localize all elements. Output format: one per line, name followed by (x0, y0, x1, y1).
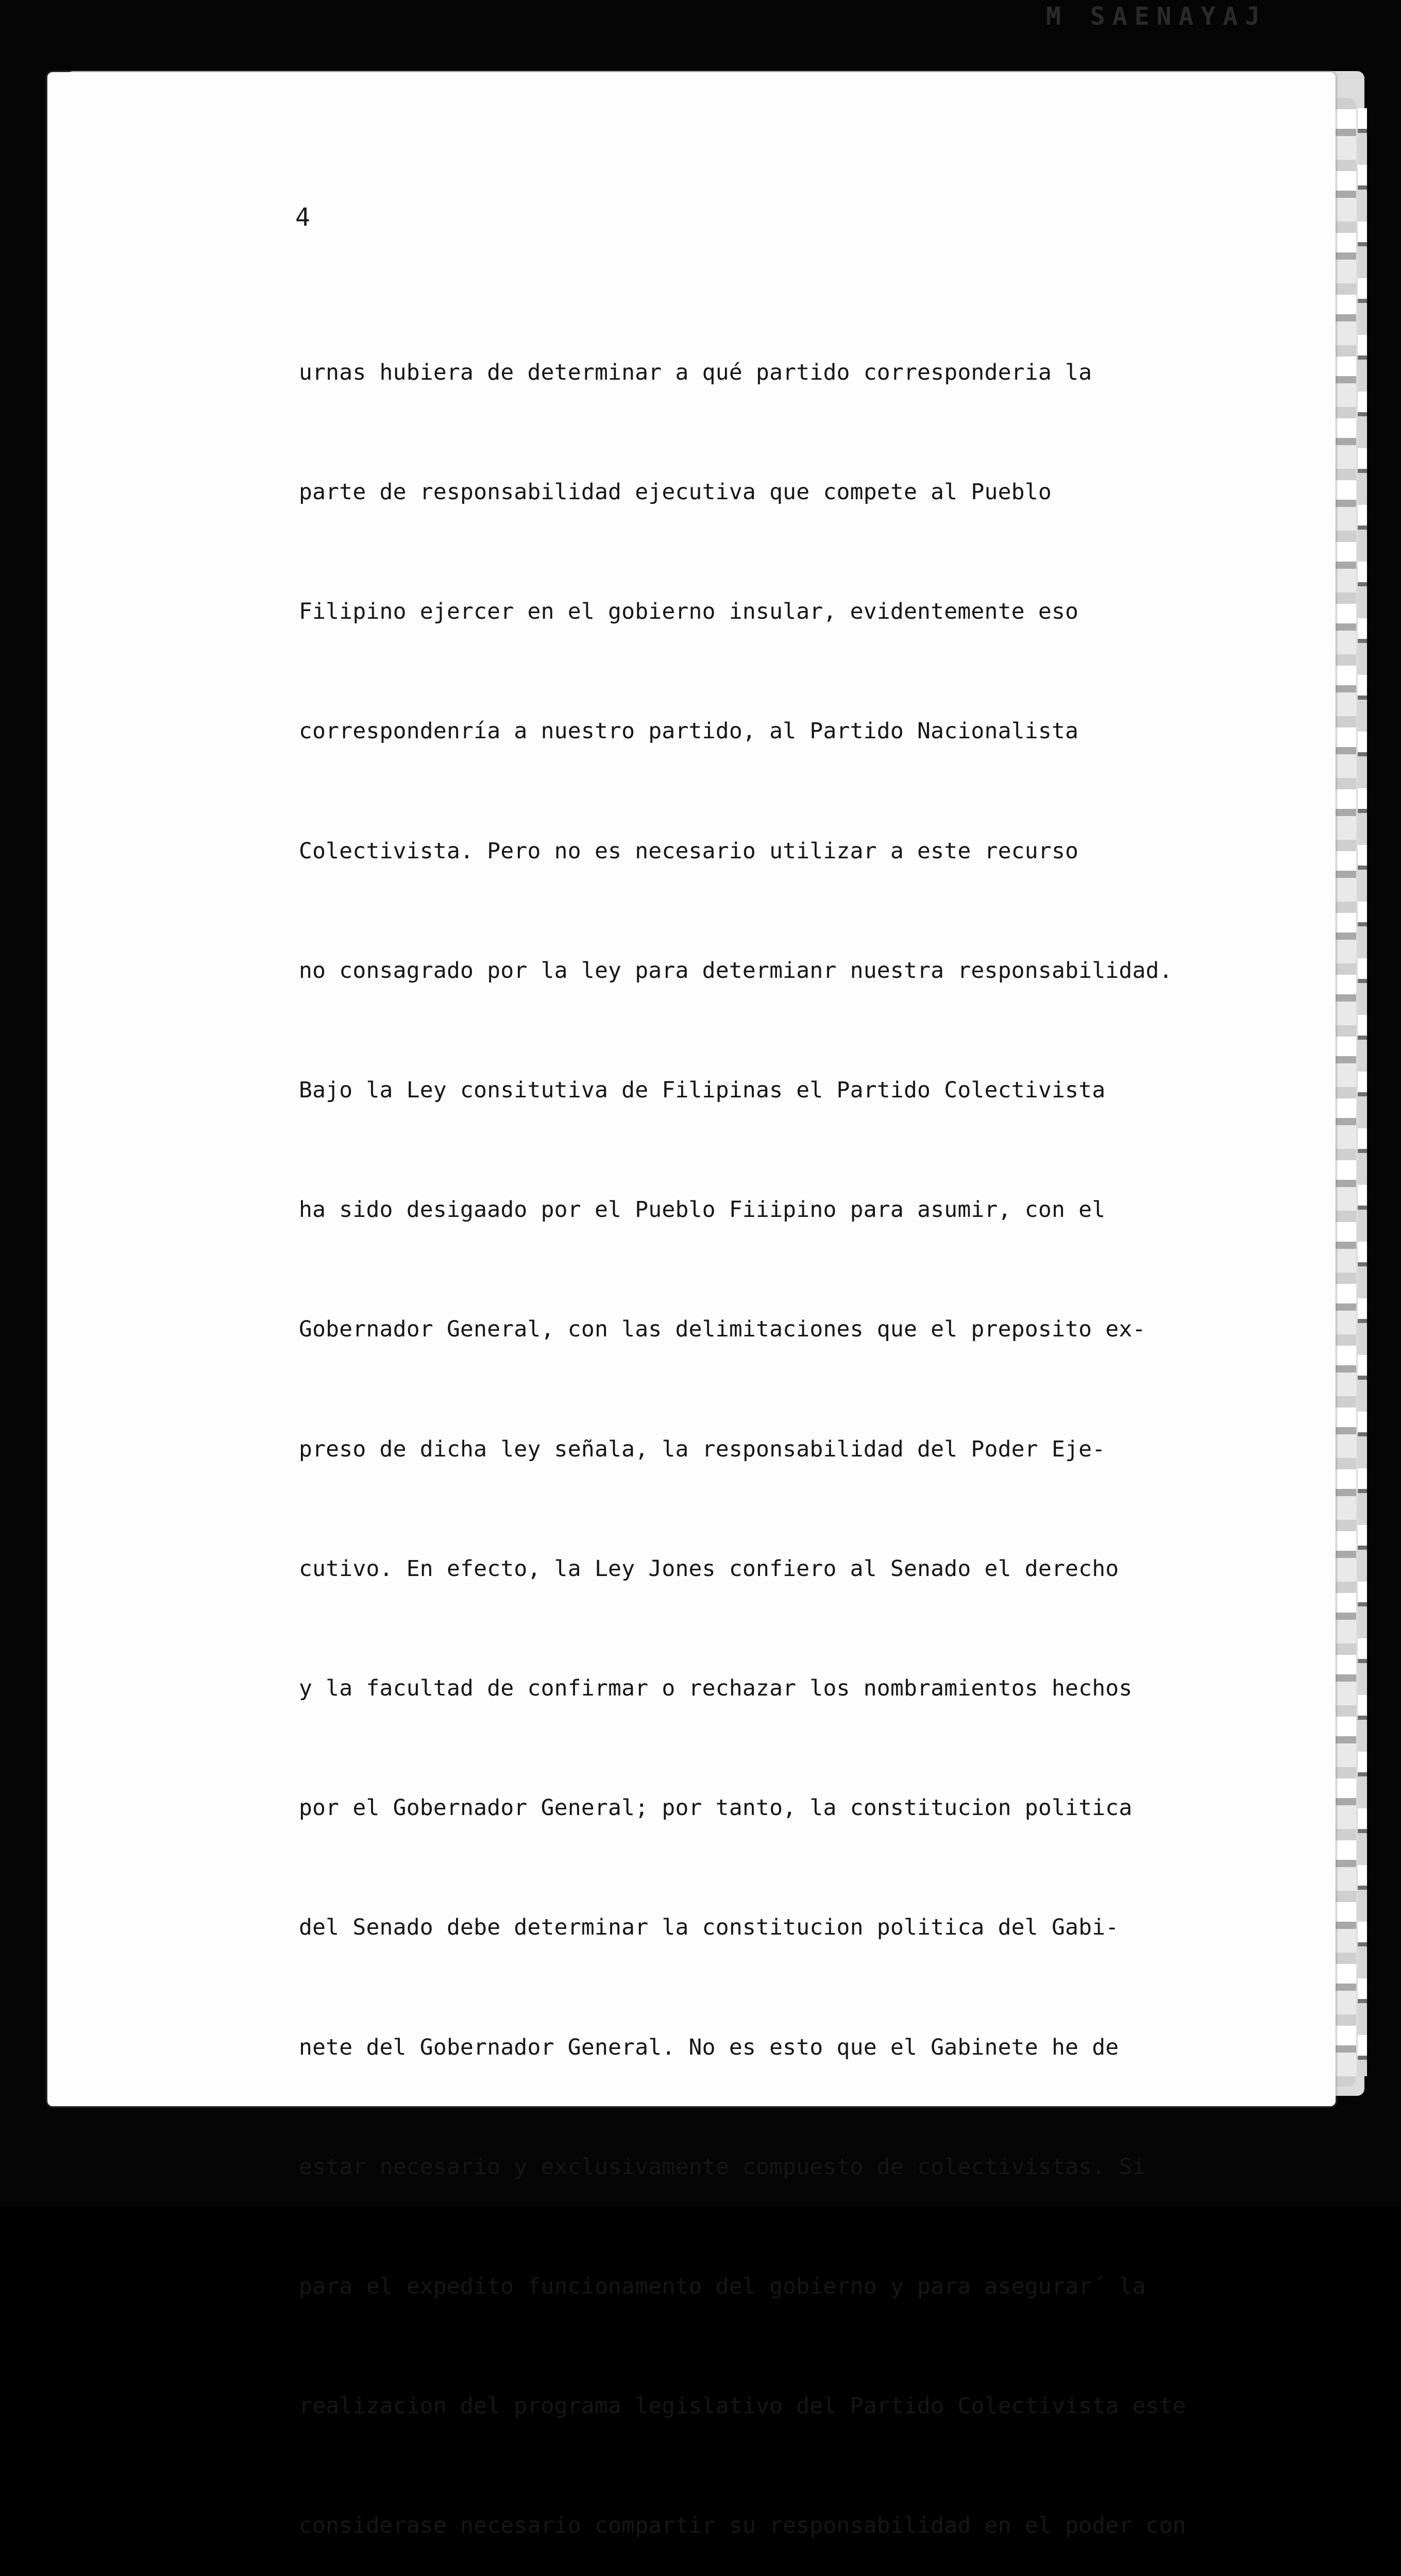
text-line: urnas hubiera de determinar a qué partido corresponderia la (299, 359, 1092, 385)
text-line: Filipino ejercer en el gobierno insular, evidentemente eso (299, 599, 1079, 625)
paragraph-1 (299, 273, 1257, 2576)
text-line: nete del Gobernador General. No es esto que el Gabinete he de (299, 2034, 1119, 2060)
text-line: ha sido desigaado por el Pueblo Fiiipino para asumir, con el (299, 1197, 1106, 1223)
text-line: del Senado debe determinar la constitucion politica del Gabi- (299, 1914, 1119, 1941)
text-line: preso de dicha ley señala, la responsabilidad del Poder Eje- (299, 1436, 1106, 1462)
document-body (299, 273, 1257, 2576)
text-line: y la facultad de confirmar o rechazar los nombramientos hechos (299, 1675, 1133, 1702)
text-line: Gobernador General, con las delimitaciones que el preposito ex- (299, 1316, 1146, 1343)
text-line: correspondenría a nuestro partido, al Partido Nacionalista (299, 718, 1079, 744)
text-line: realizacion del programa legislativo del Partido Colectivista este (299, 2393, 1186, 2419)
text-line: Colectivista. Pero no es necesario utilizar a este recurso (299, 838, 1079, 864)
torn-right-edge (1336, 98, 1356, 2087)
text-line: cutivo. En efecto, la Ley Jones confiero al Senado el derecho (299, 1555, 1119, 1582)
text-line: por el Gobernador General; por tanto, la constitucion politica (299, 1795, 1133, 1821)
text-line: estar necesario y exclusivamente compuesto de colectivistas. Si (299, 2154, 1146, 2180)
text-line: considerase necesario compartir su responsabilidad en el poder con (299, 2513, 1186, 2539)
edge-stamp: M SAENAYAJ (1046, 2, 1267, 31)
text-line: no consagrado por la ley para determianr nuestra responsabilidad. (299, 957, 1173, 984)
text-line: Bajo la Ley consitutiva de Filipinas el Partido Colectivista (299, 1077, 1106, 1104)
text-line: para el expedito funcionamento del gobierno y para asegurar´ la (299, 2274, 1146, 2300)
right-crease (1358, 108, 1367, 2076)
text-line: parte de responsabilidad ejecutiva que compete al Pueblo (299, 479, 1052, 505)
page-number: 4 (295, 203, 310, 232)
